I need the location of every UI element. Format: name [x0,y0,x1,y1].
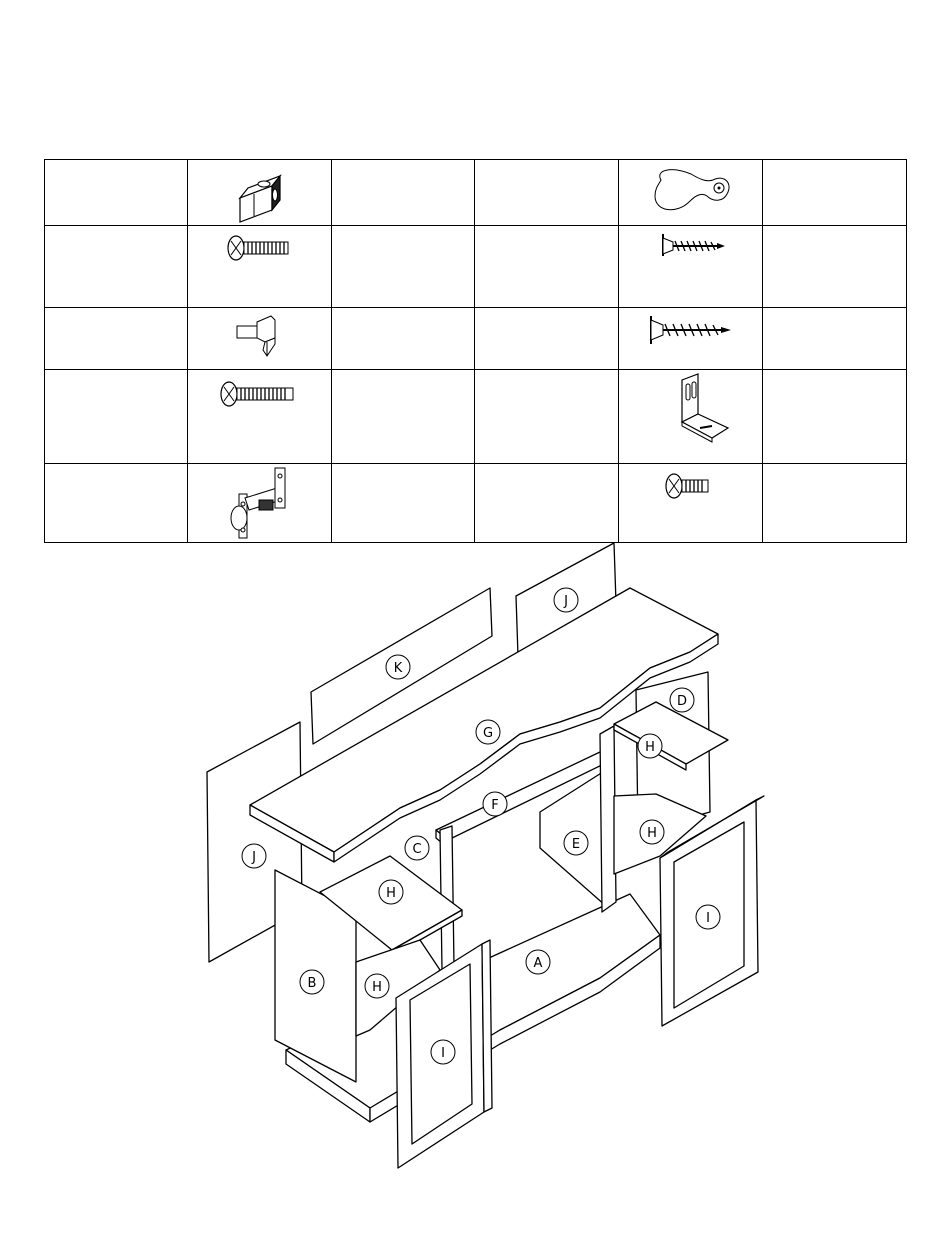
machine-screw-icon [220,226,300,270]
hardware-row [45,160,907,226]
shelf-support-pin-icon [225,308,295,366]
hardware-cell [475,226,619,308]
label-f: F [491,798,499,813]
label-h: H [645,740,655,755]
hardware-cell [332,226,475,308]
hardware-cell [332,160,475,226]
wood-screw-long-icon [641,308,741,352]
label-h: H [386,886,396,901]
label-i: I [706,911,710,926]
label-j: J [252,850,256,865]
hardware-cell [475,370,619,464]
hardware-cell [475,464,619,543]
exploded-assembly-diagram [0,540,950,1240]
hardware-cell [332,370,475,464]
label-h: H [647,826,657,841]
hardware-cell [332,464,475,543]
hardware-cell [763,226,907,308]
hardware-image-cell [188,160,332,226]
l-bracket-icon [646,370,736,450]
hardware-image-cell [619,464,763,543]
cam-lock-icon [220,160,300,224]
knob-icon [641,160,741,224]
hardware-image-cell [619,226,763,308]
hardware-cell [45,160,188,226]
label-a: A [533,956,543,971]
hardware-table [44,159,907,543]
label-k: K [393,661,403,676]
hardware-image-cell [188,464,332,543]
hardware-cell [45,226,188,308]
hardware-row [45,308,907,370]
hardware-image-cell [619,370,763,464]
hardware-cell [763,308,907,370]
label-g: G [482,726,494,741]
hardware-cell [475,308,619,370]
hardware-row [45,226,907,308]
long-machine-screw-icon [215,370,305,420]
hardware-cell [45,308,188,370]
hardware-row [45,370,907,464]
hardware-row [45,464,907,543]
hardware-cell [763,160,907,226]
label-b: B [307,976,317,991]
hardware-image-cell [188,226,332,308]
hardware-image-cell [619,160,763,226]
hardware-cell [332,308,475,370]
short-machine-screw-icon [656,464,726,508]
label-j: J [564,594,568,609]
hardware-cell [475,160,619,226]
hardware-image-cell [188,308,332,370]
hinge-icon [215,464,305,542]
wood-screw-short-icon [651,226,731,266]
hardware-cell [45,464,188,543]
hardware-cell [763,464,907,543]
label-e: E [571,837,581,852]
label-d: D [676,694,688,709]
label-h: H [372,980,382,995]
label-i: I [441,1046,445,1061]
hardware-image-cell [619,308,763,370]
hardware-cell [45,370,188,464]
label-c: C [412,842,422,857]
hardware-image-cell [188,370,332,464]
hardware-cell [763,370,907,464]
